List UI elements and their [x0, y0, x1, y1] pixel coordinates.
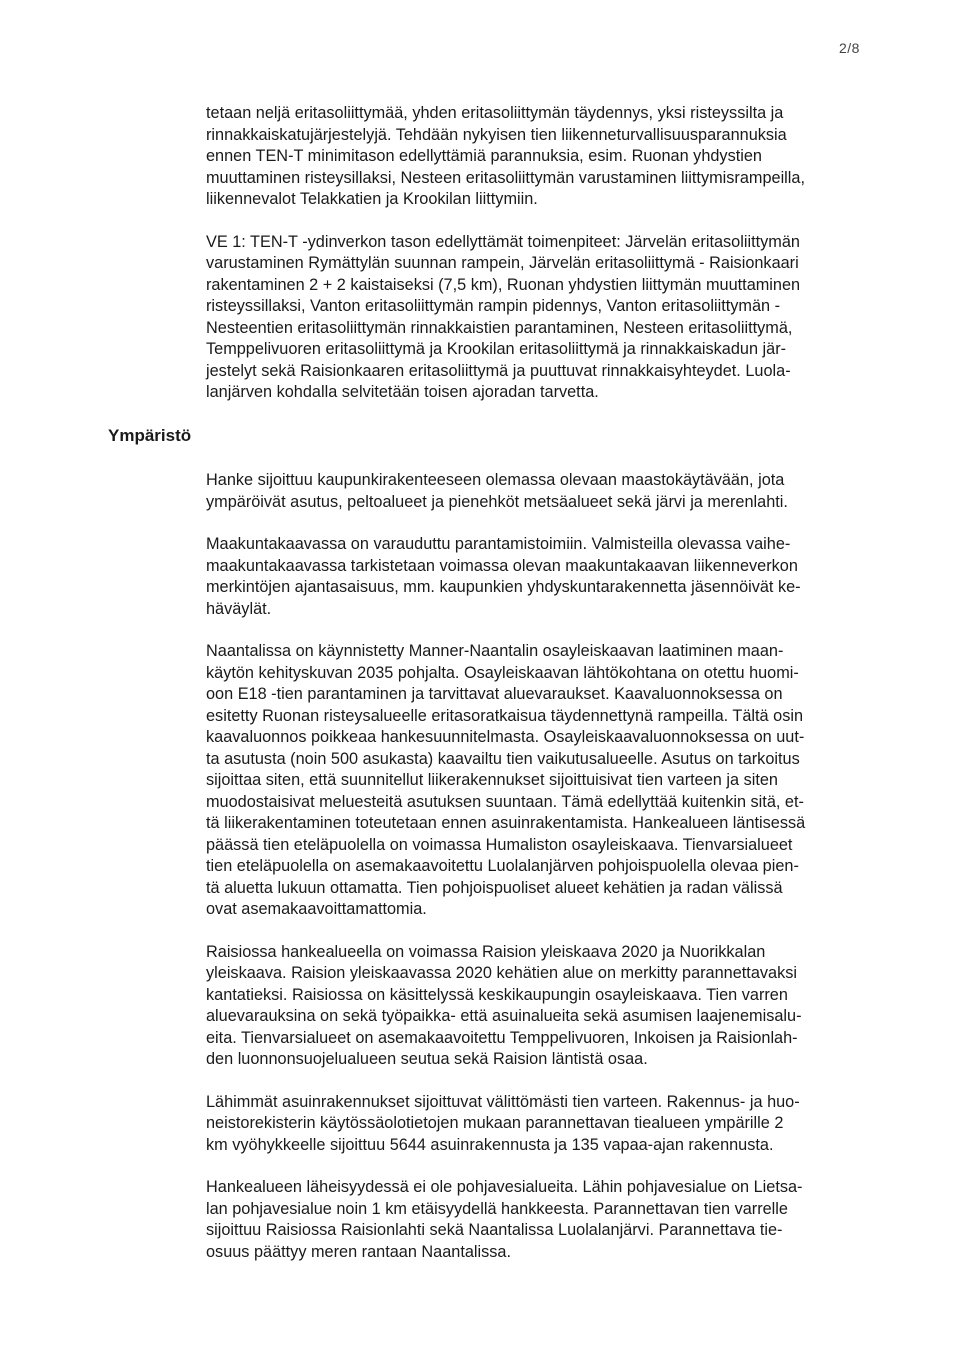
text-line: VE 1: TEN-T -ydinverkon tason edellyttämät toimenpiteet: Järvelän eritasoliittymän — [206, 232, 800, 251]
text-line: jestelyt sekä Raisionkaaren eritasoliittymä ja puuttuvat rinnakkaisyhteydet. Luola- — [206, 361, 791, 380]
text-line: ympäröivät asutus, peltoalueet ja pienehköt metsäalueet sekä järvi ja merenlahti. — [206, 492, 788, 511]
text-line: lanjärven kohdalla selvitetään toisen ajoradan tarvetta. — [206, 383, 599, 401]
text-line: tä liikerakentaminen toteutetaan ennen asuinrakentamista. Hankealueen läntisessä — [206, 814, 806, 832]
body-text-top — [206, 103, 896, 404]
paragraph-gap — [206, 1156, 896, 1177]
section-heading-ymparisto: Ympäristö — [108, 426, 192, 445]
paragraph-gap — [206, 211, 896, 232]
text-line: sijoittaa siten, että suunnitellut liikerakennukset sijoittuisivat tien varteen ja siten — [206, 771, 778, 789]
text-line: sijoittuu Raisiossa Raisionlahti sekä Naantalissa Luolalanjärvi. Parannettava tie- — [206, 1221, 783, 1239]
paragraph — [206, 232, 896, 404]
text-line: liikennevalot Telakkatien ja Krookilan liittymiin. — [206, 190, 538, 208]
text-line: lan pohjavesialue noin 1 km etäisyydellä hankkeesta. Parannettavan tien varrelle — [206, 1199, 788, 1218]
body-text-ymparisto — [206, 470, 896, 1263]
paragraph-gap — [206, 620, 896, 641]
text-line: Temppelivuoren eritasoliittymä ja Krookilan eritasoliittymä ja rinnakkaiskadun jär- — [206, 340, 787, 358]
text-line: päässä tien eteläpuolella on voimassa Humaliston osayleiskaava. Tienvarsialueet — [206, 835, 793, 854]
text-line: häväylät. — [206, 599, 272, 618]
paragraph — [206, 470, 896, 513]
text-line: maakuntakaavassa tarkistetaan voimassa olevan maakuntakaavan liikenneverkon — [206, 556, 798, 575]
text-line: Hanke sijoittuu kaupunkirakenteeseen olemassa olevaan maastokäytävään, jota — [206, 471, 785, 489]
page-number: 2/8 — [839, 40, 860, 56]
text-line: Lähimmät asuinrakennukset sijoittuvat välittömästi tien varteen. Rakennus- ja huo- — [206, 1092, 800, 1111]
text-line: Maakuntakaavassa on varauduttu parantamistoimiin. Valmisteilla olevassa vaihe- — [206, 535, 791, 553]
text-line: ovat asemakaavoittamattomia. — [206, 900, 427, 918]
text-line: tä aluetta lukuun ottamatta. Tien pohjoispuoliset alueet kehätien ja radan välissä — [206, 878, 783, 897]
paragraph-gap — [206, 1071, 896, 1092]
paragraph — [206, 942, 896, 1071]
paragraph-gap — [206, 921, 896, 942]
text-line: neistorekisterin käytössäolotietojen mukaan parannettavan tiealueen ympärille 2 — [206, 1114, 784, 1132]
text-line: oon E18 -tien parantaminen ja tarvittavat aluevaraukset. Kaavaluonnoksessa on — [206, 685, 783, 703]
text-line: ennen TEN-T minimitason edellyttämiä parannuksia, esim. Ruonan yhdystien — [206, 147, 762, 165]
paragraph — [206, 1092, 896, 1157]
text-line: osuus päättyy meren rantaan Naantalissa. — [206, 1242, 511, 1261]
paragraph — [206, 103, 896, 211]
text-line: Naantalissa on käynnistetty Manner-Naantalin osayleiskaavan laatiminen maan- — [206, 642, 784, 660]
text-line: esitetty Ruonan risteysalueelle eritasoratkaisua täydennettynä rampeilla. Tältä osin — [206, 706, 804, 725]
text-line: rinnakkaiskatujärjestelyjä. Tehdään nykyisen tien liikenneturvallisuusparannuksia — [206, 125, 787, 144]
paragraph-gap — [206, 513, 896, 534]
text-line: den luonnonsuojelualueen seutua sekä Raision läntistä osaa. — [206, 1050, 648, 1068]
text-line: varustaminen Rymättylän suunnan rampein, Järvelän eritasoliittymä - Raisionkaari — [206, 254, 799, 272]
paragraph — [206, 534, 896, 620]
text-line: muuttaminen risteysillaksi, Nesteen eritasoliittymän varustaminen liittymisrampeilla, — [206, 168, 805, 187]
text-line: kaavaluonnos poikkeaa hankesuunnitelmasta. Osayleiskaavaluonnoksessa on uut- — [206, 728, 805, 746]
text-line: rakentaminen 2 + 2 kaistaiseksi (7,5 km), Ruonan yhdystien liittymän muuttaminen — [206, 275, 801, 294]
text-line: aluevarauksina on sekä työpaikka- että asuinalueita sekä asumisen laajenemisalu- — [206, 1007, 802, 1025]
text-line: käytön kehityskuvan 2035 pohjalta. Osayleiskaavan lähtökohtana on otettu huomi- — [206, 663, 799, 682]
text-line: Nesteentien eritasoliittymän rinnakkaistien parantaminen, Nesteen eritasoliittymä, — [206, 318, 793, 337]
paragraph — [206, 641, 896, 921]
text-line: risteyssillaksi, Vanton eritasoliittymän rampin pidennys, Vanton eritasoliittymän - — [206, 297, 781, 315]
paragraph — [206, 1177, 896, 1263]
text-line: Hankealueen läheisyydessä ei ole pohjavesialueita. Lähin pohjavesialue on Lietsa- — [206, 1178, 803, 1196]
text-line: muodostaisivat meluesteitä asutuksen suuntaan. Tämä edellyttää kuitenkin sitä, et- — [206, 792, 804, 811]
text-line: tien eteläpuolella on asemakaavoitettu Luolalanjärven pohjoispuolella olevaa pien- — [206, 857, 799, 875]
text-line: merkintöjen ajantasaisuus, mm. kaupunkien yhdyskuntarakennetta jäsennöivät ke- — [206, 578, 801, 596]
text-line: ta asutusta (noin 500 asukasta) kaavailtu tien vaikutusalueelle. Asutus on tarkoitus — [206, 749, 800, 768]
text-line: tetaan neljä eritasoliittymää, yhden eritasoliittymän täydennys, yksi risteyssilta ja — [206, 104, 784, 122]
text-line: kantatieksi. Raisiossa on käsittelyssä keskikaupungin osayleiskaava. Tien varren — [206, 985, 788, 1004]
text-line: yleiskaava. Raision yleiskaavassa 2020 kehätien alue on merkitty parannettavaksi — [206, 964, 797, 982]
text-line: Raisiossa hankealueella on voimassa Raision yleiskaava 2020 ja Nuorikkalan — [206, 942, 766, 961]
text-line: km vyöhykkeelle sijoittuu 5644 asuinrakennusta ja 135 vapaa-ajan rakennusta. — [206, 1135, 774, 1154]
text-line: eita. Tienvarsialueet on asemakaavoitettu Temppelivuoren, Inkoisen ja Raisionlah- — [206, 1028, 798, 1047]
